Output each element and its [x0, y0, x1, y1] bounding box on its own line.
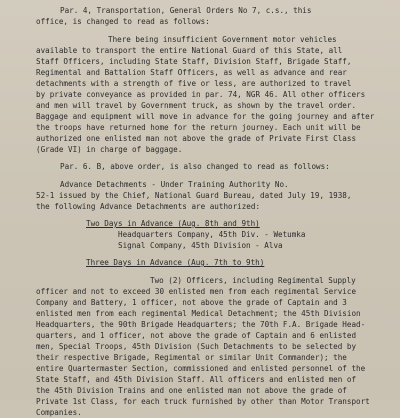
text-line: Company and Battery, 1 officer, not above the grade of Captain and 3: [36, 298, 347, 307]
text-line: Private 1st Class, for each truck furnished by other than Motor Transport: [36, 397, 370, 406]
text-line: quarters, and 1 officer, not above the grade of Captain and 6 enlisted: [36, 331, 357, 340]
text-line: Two (2) Officers, including Regimental Supply: [150, 276, 356, 285]
text-line: Headquarters Company, 45th Div. - Wetumka: [118, 230, 306, 239]
text-line: Signal Company, 45th Division - Alva: [118, 241, 283, 250]
text-line: Headquarters, the 90th Brigade Headquarters; the 70th F.A. Brigade Head-: [36, 320, 366, 329]
text-line: the following Advance Detachments are authorized:: [36, 202, 261, 211]
text-line: available to transport the entire National Guard of this State, all: [36, 46, 343, 55]
advance-detachments-line: Advance Detachments - Under Training Authority No.: [60, 180, 289, 189]
text-line: authorized one enlisted man not above the grade of Private First Class: [36, 134, 357, 143]
text-line: their respective Brigade, Regimental or similar Unit Commander); the: [36, 353, 347, 362]
paragraph-6-heading: Par. 6. B, above order, is also changed to read as follows:: [60, 162, 330, 171]
text-line: Baggage and equipment will move in advance for the going journey and after: [36, 112, 375, 121]
three-days-heading: Three Days in Advance (Aug. 7th to 9th): [86, 258, 265, 267]
text-line: men, Special Troops, 45th Division (Such Detachments to be selected by: [36, 342, 357, 351]
text-line: entire Quartermaster Section, commissioned and enlisted personnel of the: [36, 364, 366, 373]
text-line: the troops have returned home for the return journey. Each unit will be: [36, 123, 361, 132]
text-line: enlisted men from each regimental Medical Detachment; the 45th Division: [36, 309, 361, 318]
text-line: detachments with a strength of five or less, are authorized to travel: [36, 79, 352, 88]
text-line: Staff Officers, including State Staff, Division Staff, Brigade Staff,: [36, 57, 352, 66]
text-line: Regimental and Battalion Staff Officers, as well as advance and rear: [36, 68, 347, 77]
text-line: officer and not to exceed 30 enlisted men from each regimental Service: [36, 287, 357, 296]
text-line: and men will travel by Government truck, as shown by the travel order.: [36, 101, 357, 110]
text-line: There being insufficient Government motor vehicles: [108, 35, 337, 44]
paragraph-4-heading: Par. 4, Transportation, General Orders No 7, c.s., this: [60, 6, 312, 15]
text-line: State Staff, and 45th Division Staff. All officers and enlisted men of: [36, 375, 357, 384]
text-line: the 45th Division Trains and one enlisted man not above the grade of: [36, 386, 347, 395]
paragraph-4-heading-cont: office, is changed to read as follows:: [36, 17, 210, 26]
text-line: 52-1 issued by the Chief, National Guard Bureau, dated July 19, 1938,: [36, 191, 352, 200]
two-days-heading: Two Days in Advance (Aug. 8th and 9th): [86, 219, 260, 228]
text-line: by private conveyance as provided in par. 74, NGR 46. All other officers: [36, 90, 366, 99]
text-line: (Grade VI) in charge of baggage.: [36, 145, 183, 154]
text-line: Companies.: [36, 408, 82, 417]
